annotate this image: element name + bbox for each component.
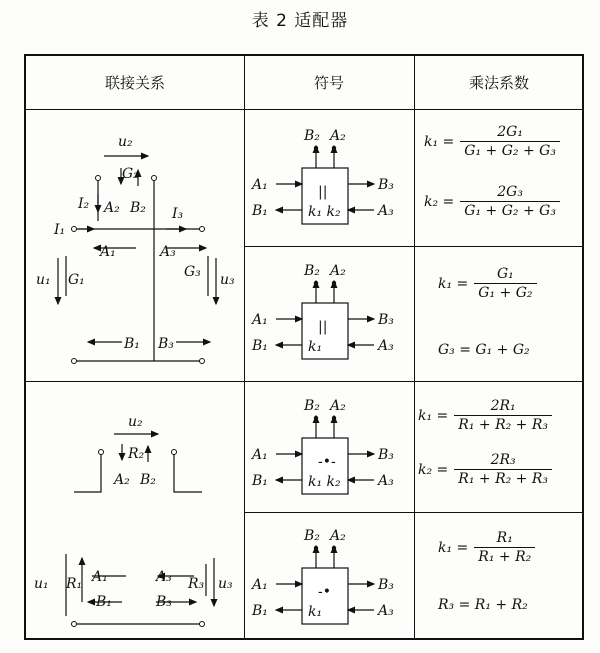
- header-factor: 乘法系数: [468, 74, 529, 92]
- column-divider: [244, 56, 245, 638]
- formula-denominator: R₁ + R₂ + R₃: [454, 469, 552, 487]
- label-a2: A₂: [104, 200, 120, 216]
- label-u3: u₃: [220, 272, 235, 288]
- formula-numerator: 2G₃: [497, 184, 523, 200]
- port-label-a3: A₃: [378, 603, 394, 619]
- header-symbol: 符号: [313, 74, 344, 92]
- port-label-a2: A₂: [330, 398, 346, 414]
- label-g2: G₂: [122, 166, 139, 182]
- formula-lhs: k₂ =: [424, 193, 455, 210]
- adapter-symbol: [246, 251, 414, 377]
- port-label-b1: B₁: [252, 603, 268, 619]
- adapter-type-mark: -•: [318, 584, 331, 600]
- adapter-type-mark: -•-: [318, 454, 336, 470]
- adapter-symbol: [246, 516, 414, 642]
- label-r2: R₂: [128, 446, 145, 462]
- formula-numerator: R₁: [496, 530, 513, 546]
- formula-lhs: k₁ =: [438, 539, 469, 556]
- label-g1: G₁: [68, 272, 85, 288]
- port-label-b1: B₁: [252, 338, 268, 354]
- port-label-b3: B₃: [378, 577, 394, 593]
- header-relation: 联接关系: [104, 74, 165, 92]
- port-label-a3: A₃: [378, 338, 394, 354]
- formula-k1: [424, 124, 560, 159]
- port-label-b3: B₃: [378, 177, 394, 193]
- formula-r3: R₃ = R₁ + R₂: [438, 597, 528, 613]
- formula-lhs: k₂ =: [418, 461, 449, 478]
- port-label-a2: A₂: [330, 528, 346, 544]
- formula-k1: [438, 530, 535, 565]
- formula-denominator: G₁ + G₂ + G₃: [460, 201, 560, 219]
- label-a3: A₃: [156, 569, 172, 585]
- port-label-b1: B₁: [252, 203, 268, 219]
- port-label-b2: B₂: [304, 398, 320, 414]
- formula-k1: [438, 266, 537, 301]
- formula-numerator: 2G₁: [497, 124, 523, 140]
- label-i1: I₁: [54, 222, 66, 238]
- label-a1: A₁: [92, 569, 108, 585]
- adapter-symbol: [246, 116, 414, 242]
- series-connection-diagram: [26, 396, 241, 636]
- coefficient-label: k₁ k₂: [308, 474, 341, 490]
- port-label-b2: B₂: [304, 128, 320, 144]
- port-label-a2: A₂: [330, 128, 346, 144]
- port-label-a1: A₁: [252, 177, 268, 193]
- label-u1: u₁: [36, 272, 51, 288]
- port-label-a1: A₁: [252, 447, 268, 463]
- port-label-b2: B₂: [304, 263, 320, 279]
- label-a1: A₁: [100, 244, 116, 260]
- header-divider: [26, 109, 582, 110]
- port-label-a2: A₂: [330, 263, 346, 279]
- label-b2: B₂: [130, 200, 146, 216]
- label-u3: u₃: [218, 576, 233, 592]
- port-label-a3: A₃: [378, 203, 394, 219]
- port-label-a3: A₃: [378, 473, 394, 489]
- label-b3: B₃: [158, 336, 174, 352]
- adapter-symbol: [246, 386, 414, 512]
- coefficient-label: k₁: [308, 339, 323, 355]
- formula-g3: G₃ = G₁ + G₂: [438, 342, 530, 358]
- formula-lhs: k₁ =: [424, 133, 455, 150]
- formula-lhs: k₁ =: [418, 407, 449, 424]
- formula-denominator: G₁ + G₂ + G₃: [460, 141, 560, 159]
- formula-k1: [418, 398, 552, 433]
- label-b2: B₂: [140, 472, 156, 488]
- label-u1: u₁: [34, 576, 49, 592]
- formula-denominator: G₁ + G₂: [474, 283, 536, 301]
- label-u2: u₂: [118, 134, 133, 150]
- label-b1: B₁: [124, 336, 140, 352]
- formula-k2: [418, 452, 552, 487]
- column-divider: [414, 56, 415, 638]
- port-label-b3: B₃: [378, 447, 394, 463]
- table-title: 表 2 适配器: [251, 11, 349, 31]
- parallel-connection-diagram: [26, 116, 241, 381]
- adapter-type-mark: ||: [318, 319, 328, 335]
- formula-lhs: k₁ =: [438, 275, 469, 292]
- formula-numerator: 2R₁: [490, 398, 516, 414]
- label-i2: I₂: [78, 196, 90, 212]
- formula-numerator: 2R₃: [490, 452, 516, 468]
- port-label-a1: A₁: [252, 577, 268, 593]
- port-label-b1: B₁: [252, 473, 268, 489]
- formula-numerator: G₁: [497, 266, 514, 282]
- adapter-type-mark: ||: [318, 184, 328, 200]
- coefficient-label: k₁: [308, 604, 323, 620]
- label-i3: I₃: [172, 206, 184, 222]
- label-r1: R₁: [66, 576, 83, 592]
- label-b3: B₃: [156, 594, 172, 610]
- label-b1: B₁: [96, 594, 112, 610]
- row-divider: [244, 246, 582, 247]
- label-g3: G₃: [184, 264, 201, 280]
- label-r3: R₃: [188, 576, 205, 592]
- port-label-b2: B₂: [304, 528, 320, 544]
- coefficient-label: k₁ k₂: [308, 204, 341, 220]
- row-divider: [244, 512, 582, 513]
- label-a2: A₂: [114, 472, 130, 488]
- section-divider: [26, 381, 582, 382]
- port-label-a1: A₁: [252, 312, 268, 328]
- formula-k2: [424, 184, 560, 219]
- formula-denominator: R₁ + R₂ + R₃: [454, 415, 552, 433]
- label-a3: A₃: [160, 244, 176, 260]
- port-label-b3: B₃: [378, 312, 394, 328]
- adapter-table: [24, 54, 584, 640]
- label-u2: u₂: [128, 414, 143, 430]
- formula-denominator: R₁ + R₂: [474, 547, 535, 565]
